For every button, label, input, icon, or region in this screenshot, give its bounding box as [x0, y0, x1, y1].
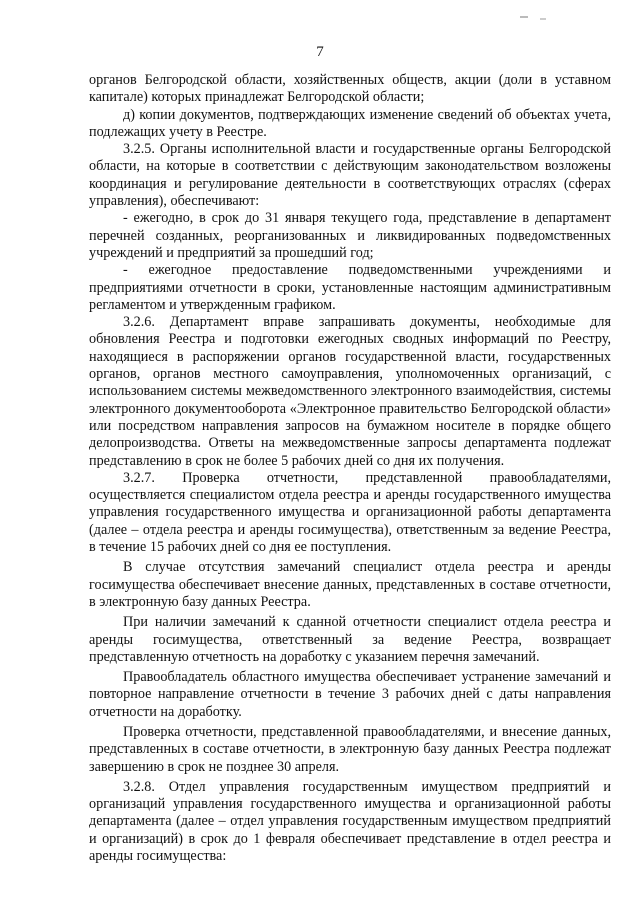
paragraph-with-remarks: При наличии замечаний к сданной отчетности специалист отдела реестра и аренды госимущества, ответственный за ведение Реестра, возвращает представленную отчетность на доработку с указанием перечня замечаний.	[89, 614, 611, 665]
body-text	[89, 72, 611, 865]
paragraph-3-2-5: 3.2.5. Органы исполнительной власти и государственные органы Белгородской области, на которые в соответствии с действующим законодательством возложены координация и регулирование деятельности в соответствующих отраслях (сферах управления), обеспечивают:	[89, 141, 611, 210]
paragraph-3-2-7: 3.2.7. Проверка отчетности, представленной правообладателями, осуществляется специалистом отдела реестра и аренды государственного имущества управления государственного имущества и организационной работы департамента (далее – отдела реестра и аренды госимущества), ответственным за ведение Реестра, в течение 15 рабочих дней со дня ее поступления.	[89, 469, 611, 556]
paragraph-bullet-1: - ежегодно, в срок до 31 января текущего года, представление в департамент перечней созданных, реорганизованных и ликвидированных подведомственных учреждений и предприятий за прошедший год;	[89, 210, 611, 261]
paragraph-continuation: органов Белгородской области, хозяйственных обществ, акции (доли в уставном капитале) которых принадлежат Белгородской области;	[89, 72, 611, 106]
paragraph-no-remarks: В случае отсутствия замечаний специалист отдела реестра и аренды госимущества обеспечивает внесение данных, представленных в составе отчетности, в электронную базу данных Реестра.	[89, 559, 611, 610]
paragraph-check-deadline: Проверка отчетности, представленной правообладателями, и внесение данных, представленных в составе отчетности, в электронную базу данных Реестра подлежат завершению в срок не позднее 30 апреля.	[89, 723, 611, 775]
paragraph-bullet-2: - ежегодное предоставление подведомственными учреждениями и предприятиями отчетности в сроки, установленные настоящим административным регламентом и утвержденным графиком.	[89, 262, 611, 313]
paragraph-owner-correction: Правообладатель областного имущества обеспечивает устранение замечаний и повторное направление отчетности в течение 3 рабочих дней с даты направления отчетности на доработку.	[89, 669, 611, 720]
paragraph-3-2-6: 3.2.6. Департамент вправе запрашивать документы, необходимые для обновления Реестра и подготовки ежегодных сводных информаций по Реестру, находящиеся в распоряжении органов государственной власти, государственных органов, органов местного самоуправления, уполномоченных организаций, с использованием системы межведомственного электронного взаимодействия, системы электронного документооборота «Электронное правительство Белгородской области» или посредством направления запросов на бумажном носителе в порядке общего делопроизводства. Ответы на межведомственные запросы департамента подлежат представлению в срок не более 5 рабочих дней со дня их получения.	[89, 314, 611, 469]
paragraph-3-2-8: 3.2.8. Отдел управления государственным имуществом предприятий и организаций управления государственного имущества и организационной работы департамента (далее – отдел управления государственным имуществом предприятий и организаций) в срок до 1 февраля обеспечивает представление в отдел реестра и аренды госимущества:	[89, 778, 611, 865]
paragraph-item-d: д) копии документов, подтверждающих изменение сведений об объектах учета, подлежащих учету в Реестре.	[89, 106, 611, 140]
page-number: 7	[316, 44, 324, 60]
scan-speck-top-right	[0, 0, 640, 30]
